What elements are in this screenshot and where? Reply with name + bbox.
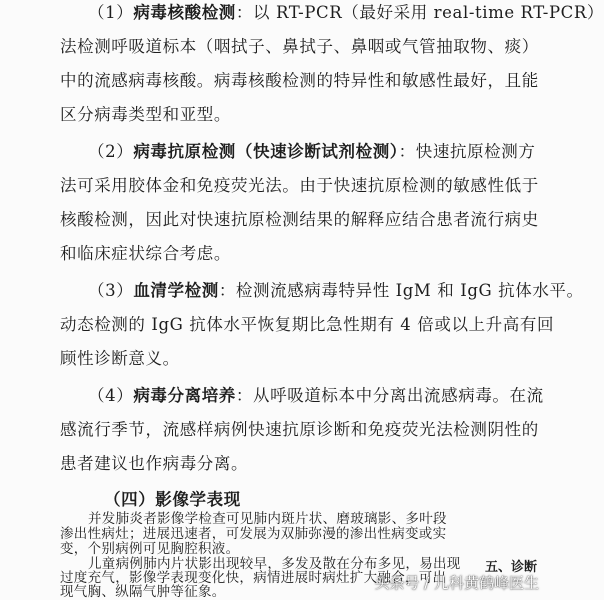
item-title: 病毒核酸检测 <box>133 3 236 22</box>
text-line: 过度充气，影像学表现变化快，病情进展时病灶扩大融合，可出 <box>60 570 447 586</box>
item-number: （3） <box>88 281 134 300</box>
item-title: 病毒分离培养 <box>133 386 236 405</box>
item-title: 病毒抗原检测（快速诊断试剂检测） <box>133 142 399 161</box>
watermark: 头条号 / 儿科黄鹤峰医生 <box>374 574 539 592</box>
section-heading-diagnosis: 五、诊断 <box>484 560 537 575</box>
item-number: （1） <box>88 3 134 22</box>
item-number: （2） <box>88 142 134 161</box>
text-line: 法检测呼吸道标本（咽拭子、鼻拭子、鼻咽或气管抽取物、痰） <box>60 37 539 56</box>
text-line: 并发肺炎者影像学检查可见肺内斑片状、磨玻璃影、多叶段 <box>88 511 447 527</box>
text-line: 渗出性病灶；进展迅速者，可发展为双肺弥漫的渗出性病变或实 <box>60 526 447 542</box>
text-line: 现气胸、纵隔气肿等征象。 <box>60 584 226 600</box>
text-segment: ：快速抗原检测方 <box>398 142 536 161</box>
text-line <box>88 2 604 24</box>
text-line <box>88 280 584 302</box>
text-line: 变，个别病例可见胸腔积液。 <box>60 541 240 557</box>
text-line: 区分病毒类型和亚型。 <box>60 105 231 124</box>
text-line: 患者建议也作病毒分离。 <box>60 454 249 473</box>
text-segment: ：检测流感病毒特异性 IgM 和 IgG 抗体水平。 <box>218 281 584 300</box>
text-line: 中的流感病毒核酸。病毒核酸检测的特异性和敏感性最好，且能 <box>60 71 539 90</box>
section-heading-imaging: （四）影像学表现 <box>104 490 241 509</box>
text-line: 法可采用胶体金和免疫荧光法。由于快速抗原检测的敏感性低于 <box>60 176 539 195</box>
text-line: 核酸检测，因此对快速抗原检测结果的解释应结合患者流行病史 <box>60 210 539 229</box>
text-segment: ：以 RT-PCR（最好采用 real-time RT-PCR） <box>235 3 604 22</box>
text-line: 顾性诊断意义。 <box>60 349 180 368</box>
text-line <box>88 385 544 407</box>
text-line <box>88 141 535 163</box>
text-segment: ：从呼吸道标本中分离出流感病毒。在流 <box>235 386 544 405</box>
item-number: （4） <box>88 386 134 405</box>
text-line: 和临床症状综合考虑。 <box>60 244 231 263</box>
text-line: 儿童病例肺内片状影出现较早，多发及散在分布多见，易出现 <box>88 556 461 572</box>
item-title: 血清学检测 <box>133 281 219 300</box>
text-line: 感流行季节，流感样病例快速抗原诊断和免疫荧光法检测阴性的 <box>60 420 539 439</box>
text-line: 动态检测的 IgG 抗体水平恢复期比急性期有 4 倍或以上升高有回 <box>60 315 555 334</box>
